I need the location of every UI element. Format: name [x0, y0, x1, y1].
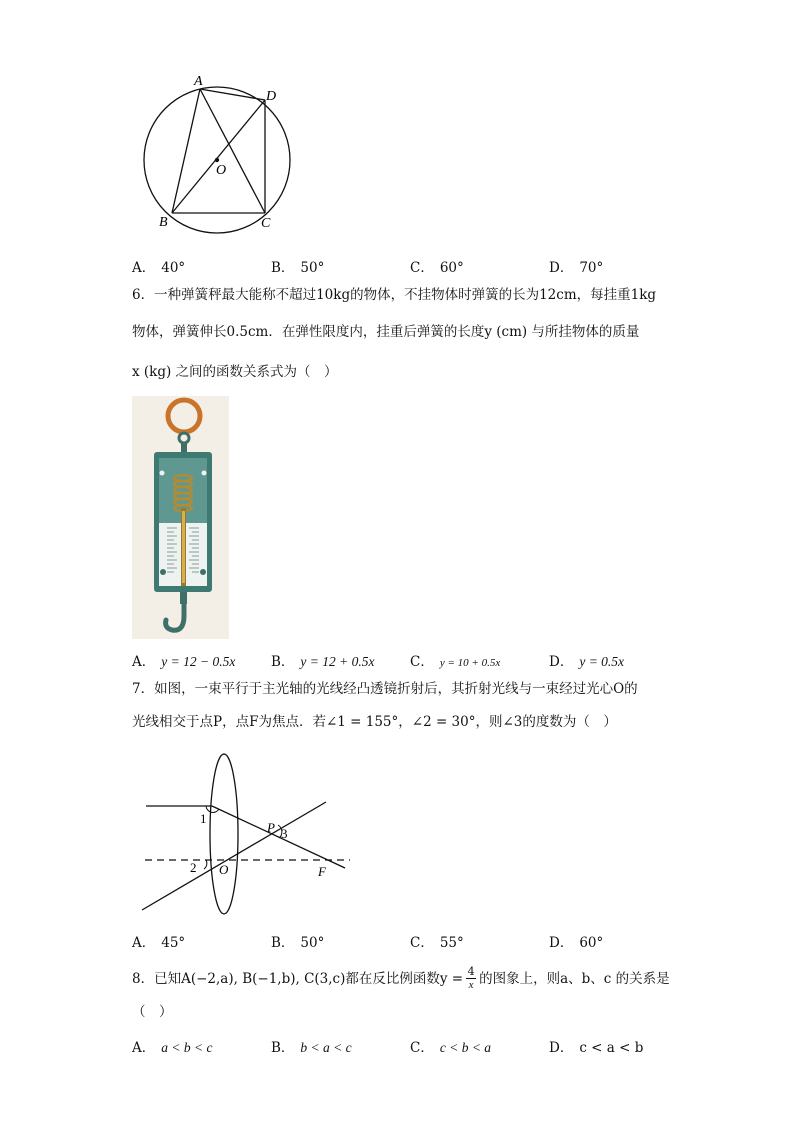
center-ray [142, 802, 326, 910]
point-label-p: P [267, 820, 275, 835]
q8-option-d: D． c < a < b [549, 1040, 644, 1056]
q7-option-c: C． 55° [410, 935, 464, 951]
point-label-b: B [159, 215, 168, 230]
fraction-denominator: x [468, 979, 474, 991]
q6-text-line-1: 6．一种弹簧秤最大能称不超过10kg的物体，不挂物体时弹簧的长为12cm，每挂重1kg [132, 287, 657, 303]
segment-ac [200, 89, 265, 213]
q8-option-a: A． a < b < c [132, 1040, 213, 1056]
q5-option-d: D． 70° [549, 260, 604, 276]
q6-text-line-3: x (kg) 之间的函数关系式为（ ） [132, 364, 338, 380]
point-label-c: C [261, 216, 271, 231]
q5-option-a: A． 40° [132, 260, 186, 276]
angle-label-1: 1 [200, 811, 207, 826]
point-label-d: D [266, 89, 277, 104]
q8-option-b: B． b < a < c [271, 1040, 352, 1056]
q5-option-b: B． 50° [271, 260, 325, 276]
point-label-f: F [318, 864, 326, 879]
segment-ad [200, 89, 265, 100]
center-dot [215, 158, 219, 162]
q8-text-pre: 8．已知A(−2,a), B(−1,b), C(3,c)都在反比例函数y = [132, 970, 464, 987]
fraction-numerator: 4 [467, 965, 475, 978]
lens-shape [210, 754, 238, 914]
q8-option-c: C． c < b < a [410, 1040, 492, 1056]
q7-option-a: A． 45° [132, 935, 186, 951]
angle-label-3: 3 [281, 826, 288, 841]
q6-option-a: A． y = 12 − 0.5x [132, 654, 236, 670]
refracted-ray [212, 806, 345, 868]
convex-lens-figure [140, 752, 355, 917]
q6-option-c: C． y = 10 + 0.5x [410, 654, 501, 670]
spring-scale-image [132, 396, 229, 639]
angle-label-2: 2 [190, 860, 197, 875]
q7-option-d: D． 60° [549, 935, 604, 951]
point-label-o: O [219, 862, 229, 877]
q7-text-line-1: 7．如图，一束平行于主光轴的光线经凸透镜折射后，其折射光线与一束经过光心O的 [132, 681, 638, 697]
point-label-a: A [194, 74, 203, 89]
q8-fraction [466, 966, 476, 991]
segment-ab [172, 89, 200, 213]
q6-option-b: B． y = 12 + 0.5x [271, 654, 375, 670]
q7-option-b: B． 50° [271, 935, 325, 951]
point-label-o: O [216, 163, 227, 178]
segment-bd [172, 100, 265, 213]
q5-option-c: C． 60° [410, 260, 464, 276]
q7-text-line-2: 光线相交于点P，点F为焦点．若∠1 = 155°，∠2 = 30°，则∠3的度数为（ ） [132, 714, 617, 730]
q8-text-post: 的图象上，则a、b、c 的关系是 [479, 970, 670, 987]
q8-text-line-2: （ ） [132, 1004, 173, 1020]
q6-text-line-2: 物体，弹簧伸长0.5cm．在弹性限度内，挂重后弹簧的长度y (cm) 与所挂物体的质量 [132, 324, 640, 340]
q6-option-d: D． y = 0.5x [549, 654, 625, 670]
q8-text-line-1 [132, 966, 670, 991]
circle-geometry-figure [135, 70, 305, 235]
